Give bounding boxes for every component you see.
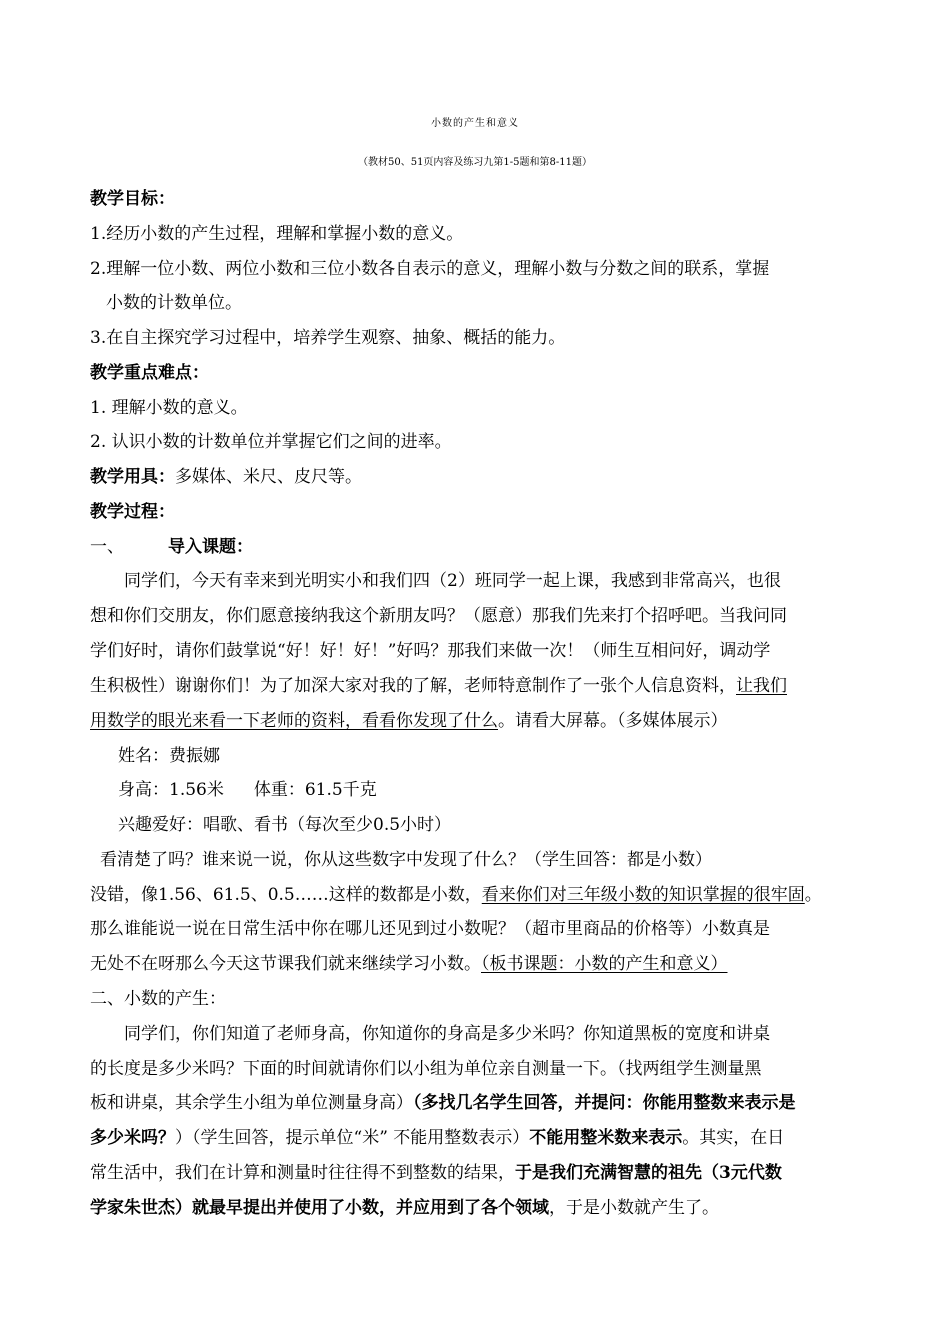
info-name: 姓名：费振娜 <box>118 746 220 766</box>
info-body-line <box>118 779 377 801</box>
section2-line6 <box>90 1197 719 1219</box>
section2-line4-bold: 不能用整米数来表示 <box>529 1128 683 1148</box>
decimal-line1-text: 没错，像1.56、61.5、0.5……这样的数都是小数， <box>90 885 482 905</box>
intro-paragraph-line5 <box>90 710 728 732</box>
tools-text: 多媒体、米尺、皮尺等。 <box>175 467 362 487</box>
section2-line6-text: ，于是小数就产生了。 <box>549 1198 719 1218</box>
tools-line <box>90 466 362 488</box>
decimal-paragraph-line1 <box>90 884 822 906</box>
section2-line5-bold: 于是我们充满智慧的祖先（3元代数 <box>515 1163 782 1183</box>
section1-heading-line <box>90 536 253 558</box>
section2-line3 <box>90 1092 796 1114</box>
section2-line4-end: 。其实，在日 <box>682 1128 785 1148</box>
objective-2-line1: 2.理解一位小数、两位小数和三位小数各自表示的意义，理解小数与分数之间的联系，掌握 <box>90 259 770 279</box>
info-hobby: 兴趣爱好：唱歌、看书（每次至少0.5小时） <box>118 815 452 835</box>
objective-1: 1.经历小数的产生过程，理解和掌握小数的意义。 <box>90 224 464 244</box>
key-point-2: 2. 认识小数的计数单位并掌握它们之间的进率。 <box>90 432 452 452</box>
intro-paragraph-line4 <box>90 675 787 697</box>
intro-paragraph-line3: 学们好时，请你们鼓掌说“好！好！好！”好吗？那我们来做一次！（师生互相问好，调动学 <box>90 641 771 661</box>
info-weight: 体重：61.5千克 <box>253 780 377 800</box>
info-height: 身高：1.56米 <box>118 780 224 800</box>
intro-line5-text: 。请看大屏幕。（多媒体展示） <box>498 711 728 731</box>
key-points-heading: 教学重点难点： <box>90 363 209 383</box>
intro-paragraph-line2: 想和你们交朋友，你们愿意接纳我这个新朋友吗？（愿意）那我们先来打个招呼吧。当我问同 <box>90 606 787 626</box>
key-point-1: 1. 理解小数的意义。 <box>90 398 248 418</box>
section2-line3-text: 板和讲桌，其余学生小组为单位测量身高） <box>90 1093 413 1113</box>
section2-line2: 的长度是多少米吗？下面的时间就请你们以小组为单位亲自测量一下。（找两组学生测量黑 <box>90 1059 762 1079</box>
decimal-paragraph-line3 <box>90 953 728 975</box>
page-subtitle: （教材50、51页内容及练习九第1-5题和第8-11题） <box>357 157 593 168</box>
objectives-heading: 教学目标： <box>90 189 175 209</box>
decimal-line1-underlined: 看来你们对三年级小数的知识掌握的很牢固 <box>481 885 805 905</box>
section2-heading: 二、小数的产生： <box>90 989 226 1009</box>
section1-heading: 导入课题： <box>168 537 253 557</box>
tools-heading: 教学用具： <box>90 467 175 487</box>
section2-line4-bold-start: 多少米吗？ <box>90 1128 175 1148</box>
objective-2-line2: 小数的计数单位。 <box>106 293 242 313</box>
intro-line5-underlined: 用数学的眼光来看一下老师的资料，看看你发现了什么 <box>90 711 498 731</box>
section2-line6-bold: 学家朱世杰）就最早提出并使用了小数，并应用到了各个领域 <box>90 1198 549 1218</box>
section2-line5 <box>90 1162 782 1184</box>
question-line: 看清楚了吗？谁来说一说，你从这些数字中发现了什么？（学生回答：都是小数） <box>100 850 712 870</box>
section2-line4-text: ）（学生回答，提示单位“米” 不能用整数表示） <box>175 1128 530 1148</box>
section2-line5-text: 常生活中，我们在计算和测量时往往得不到整数的结果， <box>90 1163 515 1183</box>
section2-line3-bold: （多找几名学生回答，并提问：你能用整数来表示是 <box>413 1093 796 1113</box>
decimal-line1-end: 。 <box>804 885 822 905</box>
page-title: 小数的产生和意义 <box>431 118 519 129</box>
intro-paragraph-line1: 同学们，今天有幸来到光明实小和我们四（2）班同学一起上课，我感到非常高兴，也很 <box>124 571 781 591</box>
process-heading: 教学过程： <box>90 502 175 522</box>
decimal-paragraph-line2: 那么谁能说一说在日常生活中你在哪儿还见到过小数呢？（超市里商品的价格等）小数真是 <box>90 919 770 939</box>
intro-line4-underlined: 让我们 <box>736 676 787 696</box>
section2-line1: 同学们，你们知道了老师身高，你知道你的身高是多少米吗？你知道黑板的宽度和讲桌 <box>124 1024 770 1044</box>
section1-number: 一、 <box>90 537 124 557</box>
objective-3: 3.在自主探究学习过程中，培养学生观察、抽象、概括的能力。 <box>90 328 566 348</box>
decimal-line3-text: 无处不在呀那么今天这节课我们就来继续学习小数。 <box>90 954 481 974</box>
blackboard-title-note: （板书课题：小数的产生和意义） <box>481 954 728 974</box>
intro-line4-text: 生积极性）谢谢你们！为了加深大家对我的了解，老师特意制作了一张个人信息资料， <box>90 676 736 696</box>
section2-line4 <box>90 1127 784 1149</box>
